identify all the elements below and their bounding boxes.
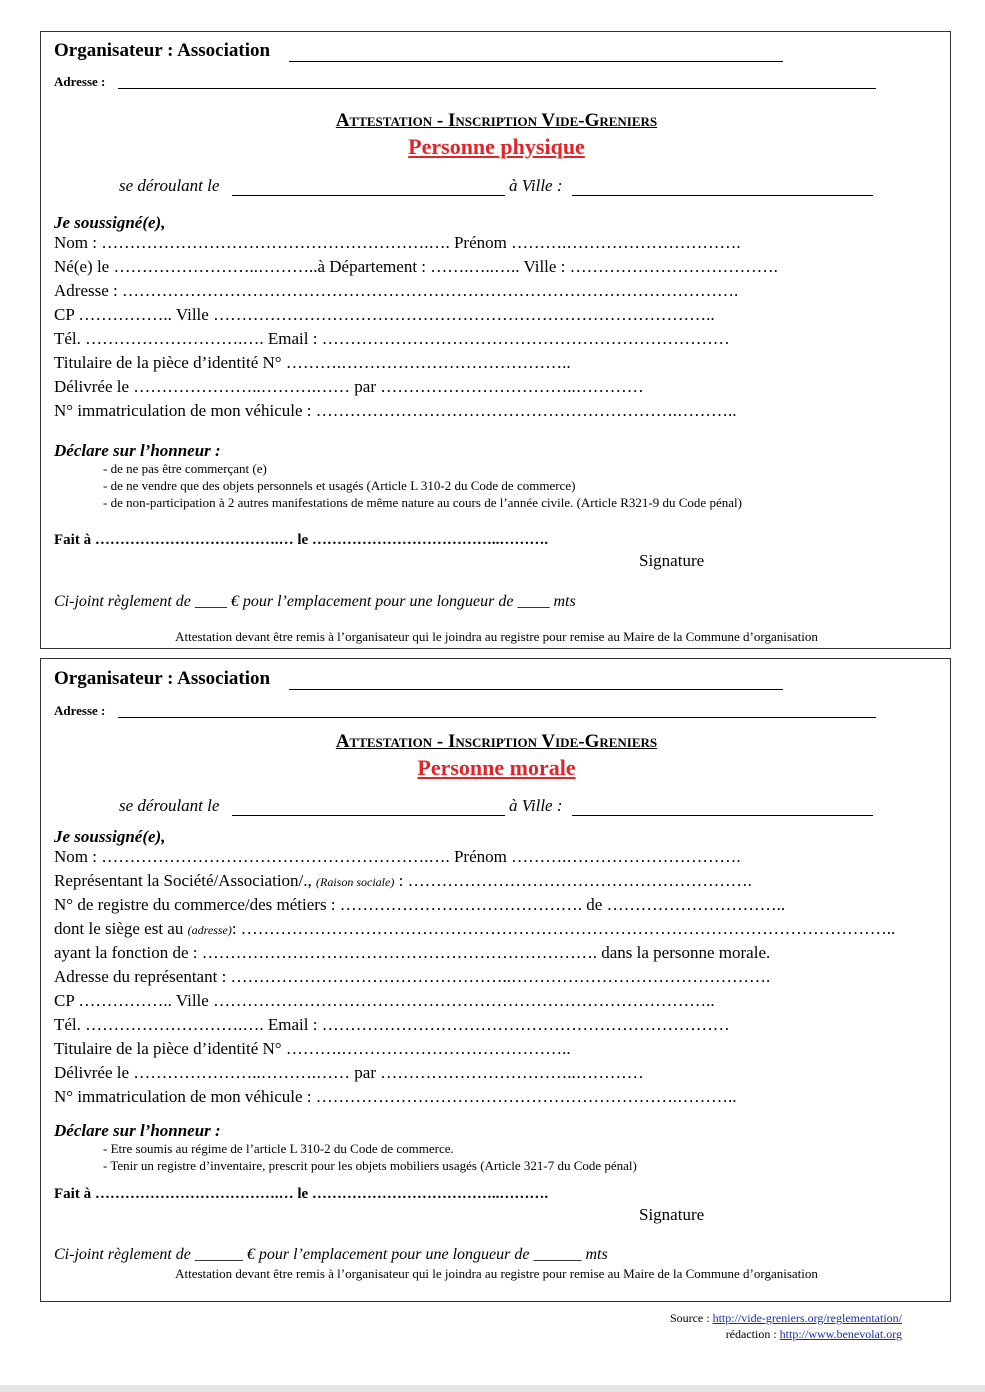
organisateur-line[interactable] — [289, 42, 783, 62]
deroulant-label: se déroulant le — [119, 796, 220, 815]
organisateur-line[interactable] — [289, 670, 783, 690]
ville-label: à Ville : — [509, 176, 563, 195]
field-piece-identite[interactable]: Titulaire de la pièce d’identité N° ……….………………………………….. — [54, 1039, 571, 1058]
field-delivree[interactable]: Délivrée le …………………..……….…… par ……………………………..………… — [54, 1063, 644, 1082]
adresse-line[interactable] — [118, 74, 876, 89]
signature-label: Signature — [639, 1205, 705, 1224]
adresse-label: Adresse : — [54, 703, 106, 718]
field-cp-ville[interactable]: CP …………….. Ville …………………………………………………………………………….. — [54, 305, 715, 324]
field-tel-email[interactable]: Tél. ……………………….…. Email : ……………………………………………………………… — [54, 1015, 730, 1034]
field-immatriculation[interactable]: N° immatriculation de mon véhicule : ……………………………………………………….……….. — [54, 1087, 737, 1106]
form-title: Attestation - Inscription Vide-Greniers — [335, 110, 658, 131]
adresse-line[interactable] — [118, 703, 876, 718]
declare-label: Déclare sur l’honneur : — [54, 1121, 221, 1140]
date-line[interactable] — [232, 798, 505, 816]
form-personne-morale — [40, 658, 951, 1302]
reglement-line[interactable]: Ci-joint règlement de ______ € pour l’emplacement pour une longueur de ______ mts — [54, 1246, 608, 1263]
declaration-item: - de non-participation à 2 autres manifestations de même nature au cours de l’année civile. (Article R321-9 du Code pénal) — [103, 495, 742, 510]
form-title: Attestation - Inscription Vide-Greniers — [335, 731, 658, 752]
declare-label: Déclare sur l’honneur : — [54, 441, 221, 460]
field-adresse[interactable]: Adresse : ………………………………………………………………………………………………. — [54, 281, 739, 300]
ville-line[interactable] — [572, 798, 873, 816]
attestation-note: Attestation devant être remis à l’organisateur qui le joindra au registre pour remise au Maire de la Commune d’organisation — [175, 1266, 818, 1281]
declaration-item: - de ne vendre que des objets personnels et usagés (Article L 310-2 du Code de commerce) — [103, 478, 576, 493]
date-line[interactable] — [232, 178, 505, 196]
declaration-item: - Etre soumis au régime de l’article L 310-2 du Code de commerce. — [103, 1141, 454, 1156]
soussigne-label: Je soussigné(e), — [54, 213, 166, 232]
field-piece-identite[interactable]: Titulaire de la pièce d’identité N° ……….………………………………….. — [54, 353, 571, 372]
fait-a-line[interactable]: Fait à ……………………………….… le ………………………………..………. — [54, 1186, 549, 1202]
bottom-scroll-bar — [0, 1385, 985, 1392]
siege-dots: : …………………………………………………………………………………………………….. — [231, 919, 896, 938]
representant-dots: : ……………………………………………………. — [394, 871, 752, 890]
ville-line[interactable] — [572, 178, 873, 196]
field-tel-email[interactable]: Tél. ……………………….…. Email : ……………………………………………………………… — [54, 329, 730, 348]
organisateur-label: Organisateur : Association — [54, 40, 271, 61]
signature-label: Signature — [639, 551, 705, 570]
ville-label: à Ville : — [509, 796, 563, 815]
declaration-item: - Tenir un registre d’inventaire, prescrit pour les objets mobiliers usagés (Article 321-7 du Code pénal) — [103, 1158, 637, 1173]
field-representant[interactable] — [54, 871, 752, 891]
redaction-line — [726, 1327, 902, 1342]
source-link[interactable]: http://vide-greniers.org/reglementation/ — [712, 1311, 902, 1325]
raison-sociale-hint: (Raison sociale) — [316, 875, 395, 889]
soussigne-label: Je soussigné(e), — [54, 827, 166, 846]
form-subtitle: Personne morale — [417, 755, 576, 780]
organisateur-label: Organisateur : Association — [54, 668, 271, 689]
deroulant-label: se déroulant le — [119, 176, 220, 195]
field-delivree[interactable]: Délivrée le …………………..……….…… par ……………………………..………… — [54, 377, 644, 396]
fait-a-line[interactable]: Fait à ……………………………….… le ………………………………..………. — [54, 532, 549, 548]
field-naissance[interactable]: Né(e) le ……………………..………..à Département : …….…..….. Ville : ………………………………. — [54, 257, 778, 276]
field-nom[interactable]: Nom : ………………………………………………….…. Prénom ……….…………………………. — [54, 233, 741, 252]
field-cp-ville[interactable]: CP …………….. Ville …………………………………………………………………………….. — [54, 991, 715, 1010]
source-line — [670, 1311, 902, 1326]
attestation-note: Attestation devant être remis à l’organisateur qui le joindra au registre pour remise au Maire de la Commune d’organisation — [175, 629, 818, 644]
representant-label: Représentant la Société/Association/., — [54, 871, 312, 890]
field-nom[interactable]: Nom : ………………………………………………….…. Prénom ……….…………………………. — [54, 847, 741, 866]
field-immatriculation[interactable]: N° immatriculation de mon véhicule : ……………………………………………………….……….. — [54, 401, 737, 420]
field-adresse-representant[interactable]: Adresse du représentant : …………………………………………..………………………………………. — [54, 967, 771, 986]
reglement-line[interactable]: Ci-joint règlement de ____ € pour l’emplacement pour une longueur de ____ mts — [54, 593, 576, 610]
redaction-label: rédaction : — [725, 1327, 777, 1341]
field-siege[interactable] — [54, 919, 895, 939]
redaction-link[interactable]: http://www.benevolat.org — [779, 1327, 902, 1341]
adresse-hint: (adresse) — [187, 923, 232, 937]
form-subtitle: Personne physique — [408, 134, 585, 159]
source-label: Source : — [669, 1311, 710, 1325]
declaration-item: - de ne pas être commerçant (e) — [103, 461, 267, 476]
siege-label: dont le siège est au — [54, 919, 184, 938]
adresse-label: Adresse : — [54, 74, 106, 89]
form-personne-physique — [40, 31, 951, 649]
field-fonction[interactable]: ayant la fonction de : ……………………………………………………………. dans la personne morale. — [54, 943, 771, 962]
field-registre[interactable]: N° de registre du commerce/des métiers : ……………………………………. de ………………………….. — [54, 895, 786, 914]
